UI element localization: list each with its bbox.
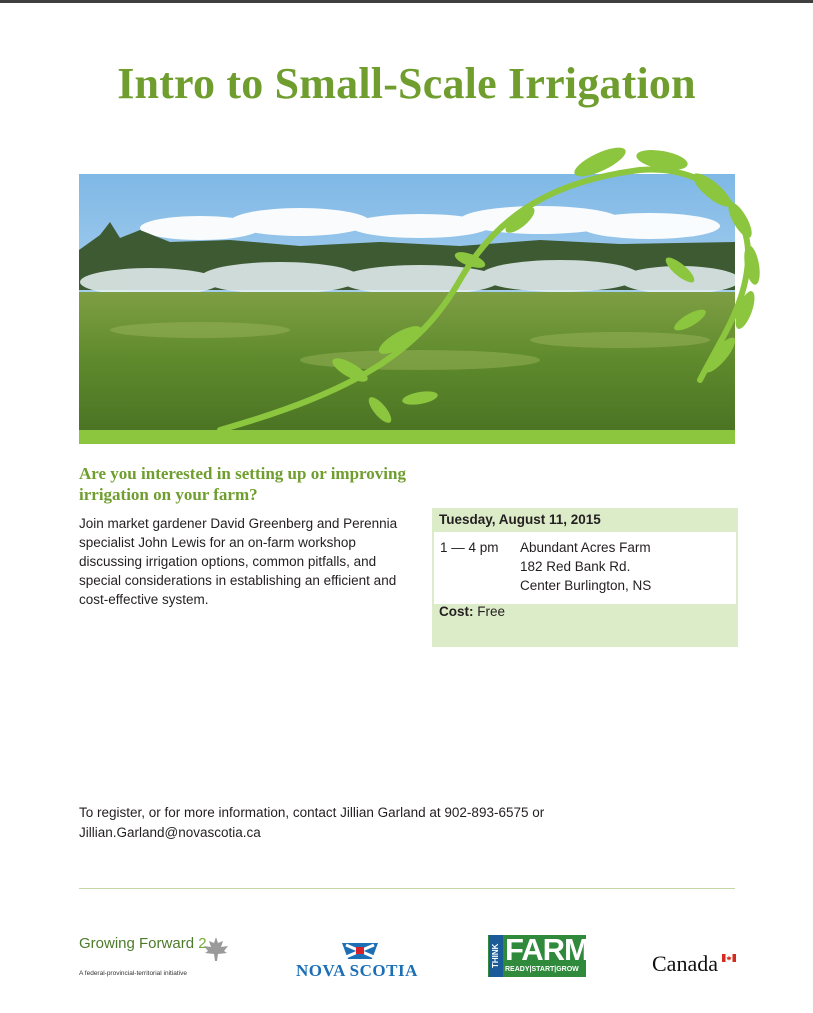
cost-value: Free xyxy=(477,604,506,619)
tf-farm: FARM xyxy=(505,932,589,967)
event-cost xyxy=(439,602,505,621)
event-time-location xyxy=(434,532,736,604)
venue-name: Abundant Acres Farm xyxy=(520,540,651,555)
register-line: To register, or for more information, contact Jillian Garland at 902-893-6575 or xyxy=(79,805,545,820)
gf-name: Growing Forward xyxy=(79,935,195,952)
sponsor-logos xyxy=(0,925,813,985)
nova-scotia-logo xyxy=(296,937,426,983)
canada-wordmark: Canada xyxy=(652,951,718,976)
maple-leaf-icon xyxy=(201,935,231,963)
ns-wordmark: NOVA SCOTIA xyxy=(296,961,418,980)
nova-scotia-flag-icon xyxy=(340,939,380,961)
intro-question: Are you interested in setting up or improving irrigation on your farm? xyxy=(79,464,406,504)
event-venue xyxy=(520,538,651,595)
canada-flag-icon xyxy=(722,954,736,962)
hero-image xyxy=(0,130,813,450)
top-rule xyxy=(0,0,813,3)
event-date: Tuesday, August 11, 2015 xyxy=(439,512,601,527)
event-time: 1 — 4 pm xyxy=(440,540,499,555)
tf-subtitle: READY|START|GROW xyxy=(505,966,579,973)
venue-city: Center Burlington, NS xyxy=(520,578,652,593)
think-farm-logo xyxy=(488,932,589,977)
irrigation-field-photo xyxy=(0,130,813,450)
registration-info xyxy=(79,803,639,843)
venue-street: 182 Red Bank Rd. xyxy=(520,559,631,574)
cost-label: Cost: xyxy=(439,604,474,619)
gf-number: 2 xyxy=(198,935,207,952)
page-title: Intro to Small-Scale Irrigation xyxy=(117,59,696,108)
register-email-link[interactable]: Jillian.Garland@novascotia.ca xyxy=(79,825,261,840)
gf-tagline: A federal-provincial-territorial initiative xyxy=(79,970,188,977)
intro-paragraph: Join market gardener David Greenberg and Perennia specialist John Lewis for an on-farm workshop discussing irrigation options, common pitfalls, and special considerations in establishing an efficient and cost-effective system. xyxy=(79,516,398,607)
event-details-box xyxy=(432,508,738,647)
growing-forward-logo xyxy=(79,931,239,981)
tf-think: THINK xyxy=(489,935,503,977)
canada-wordmark-logo xyxy=(652,951,742,981)
footer-divider xyxy=(79,888,735,889)
